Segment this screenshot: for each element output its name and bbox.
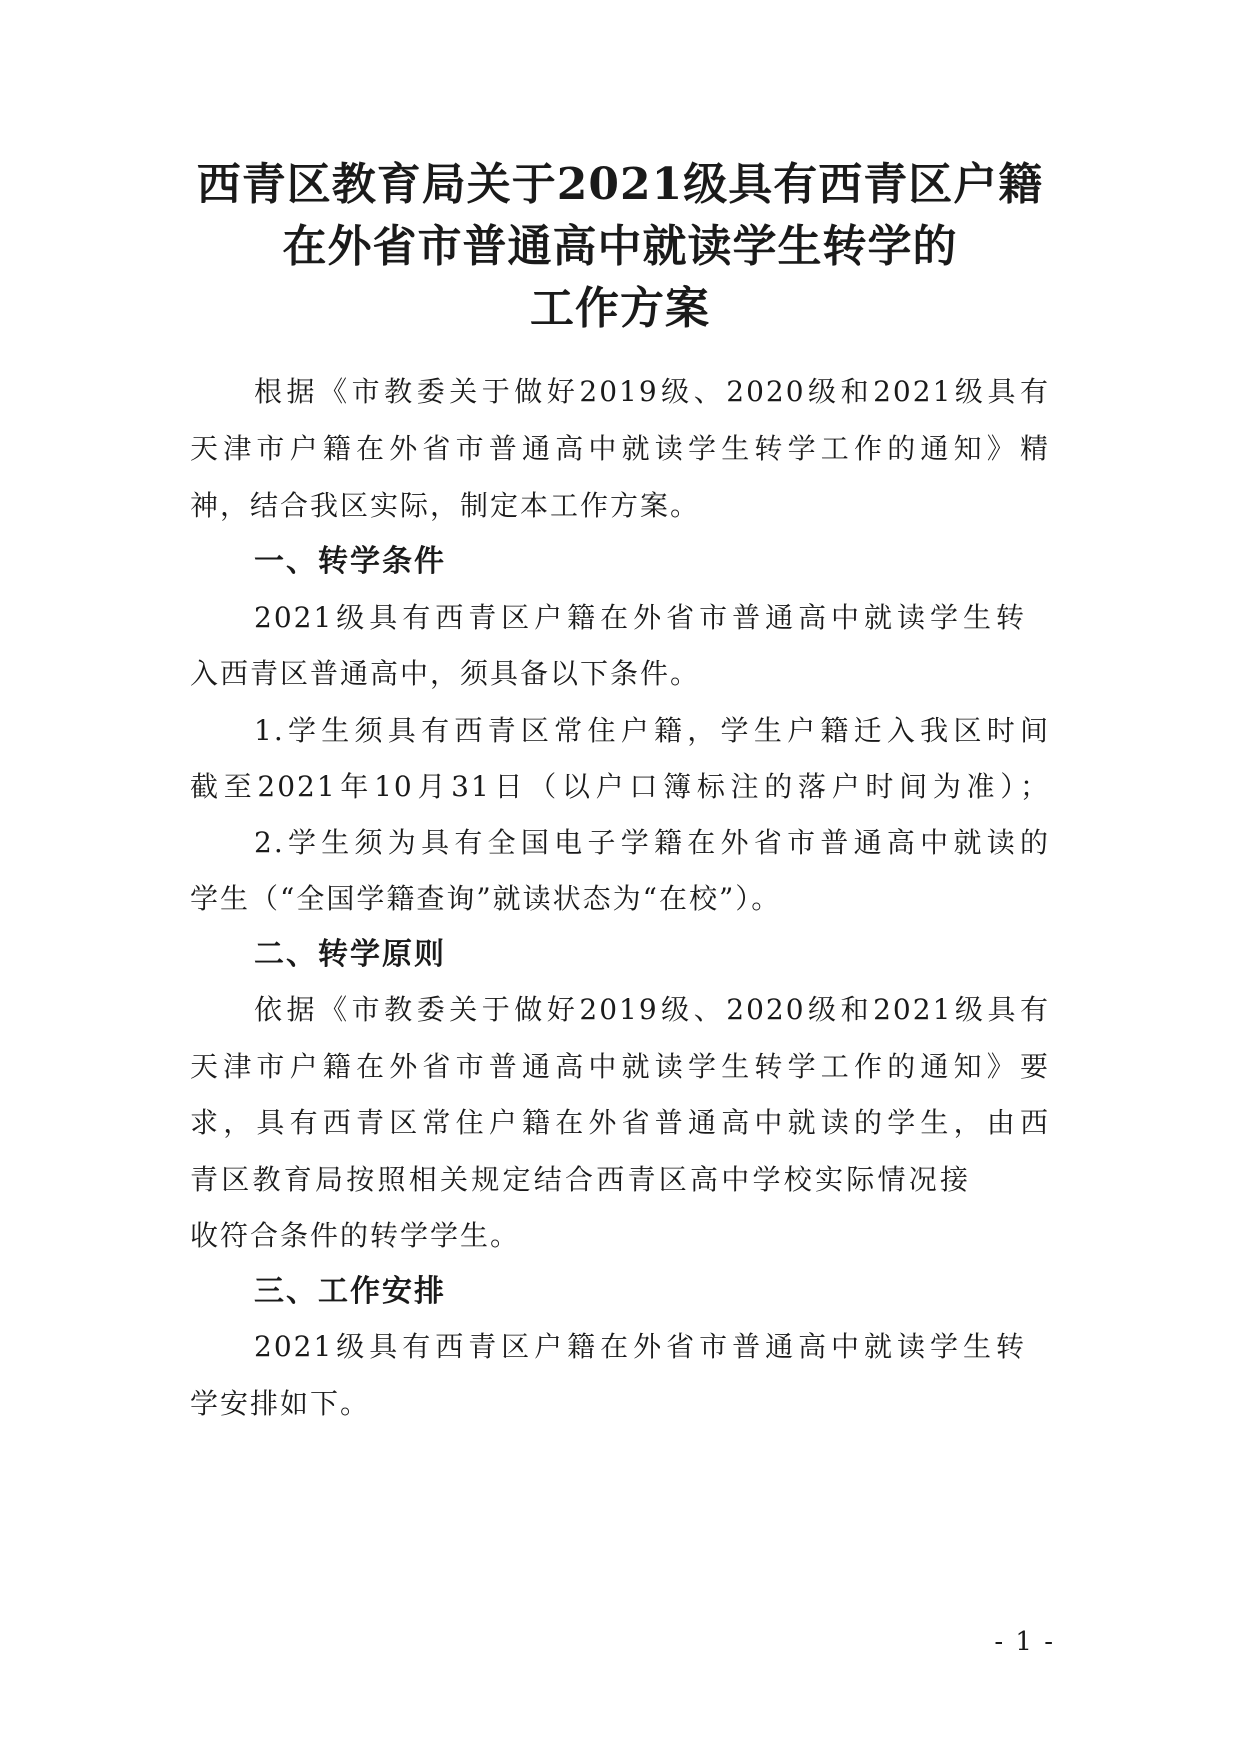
section2-para-line-2: 天津市户籍在外省市普通高中就读学生转学工作的通知》要 [190,1050,1050,1083]
page-number: - 1 - [994,1627,1055,1657]
section1-para-line-2: 入西青区普通高中，须具备以下条件。 [190,657,701,690]
intro-line-3: 神，结合我区实际，制定本工作方案。 [190,489,701,522]
document-title-line-3: 工作方案 [530,283,710,334]
section-heading-3: 三、工作安排 [254,1274,446,1309]
document-title-line-2: 在外省市普通高中就读学生转学的 [282,221,958,272]
section3-para-line-1: 2021级具有西青区户籍在外省市普通高中就读学生转 [254,1330,1026,1363]
section-heading-2: 二、转学原则 [254,937,446,972]
section1-item1-line-2: 截至2021年10月31日（以户口簿标注的落户时间为准）； [190,770,1050,803]
section2-para-line-5: 收符合条件的转学学生。 [190,1219,521,1252]
section3-para-line-2: 学安排如下。 [190,1387,371,1420]
section-heading-1: 一、转学条件 [254,544,446,579]
section2-para-line-3: 求，具有西青区常住户籍在外省普通高中就读的学生，由西 [190,1106,1050,1139]
intro-line-1: 根据《市教委关于做好2019级、2020级和2021级具有 [254,375,1050,408]
intro-line-2: 天津市户籍在外省市普通高中就读学生转学工作的通知》精 [190,432,1050,465]
section1-item1-line-1: 1.学生须具有西青区常住户籍，学生户籍迁入我区时间 [254,714,1050,747]
document-title-line-1: 西青区教育局关于2021级具有西青区户籍 [196,159,1044,210]
section2-para-line-4: 青区教育局按照相关规定结合西青区高中学校实际情况接 [190,1163,970,1196]
section1-para-line-1: 2021级具有西青区户籍在外省市普通高中就读学生转 [254,601,1026,634]
section2-para-line-1: 依据《市教委关于做好2019级、2020级和2021级具有 [254,993,1050,1026]
section1-item2-line-1: 2.学生须为具有全国电子学籍在外省市普通高中就读的 [254,826,1050,859]
section1-item2-line-2: 学生（“全国学籍查询”就读状态为“在校”）。 [190,882,782,915]
